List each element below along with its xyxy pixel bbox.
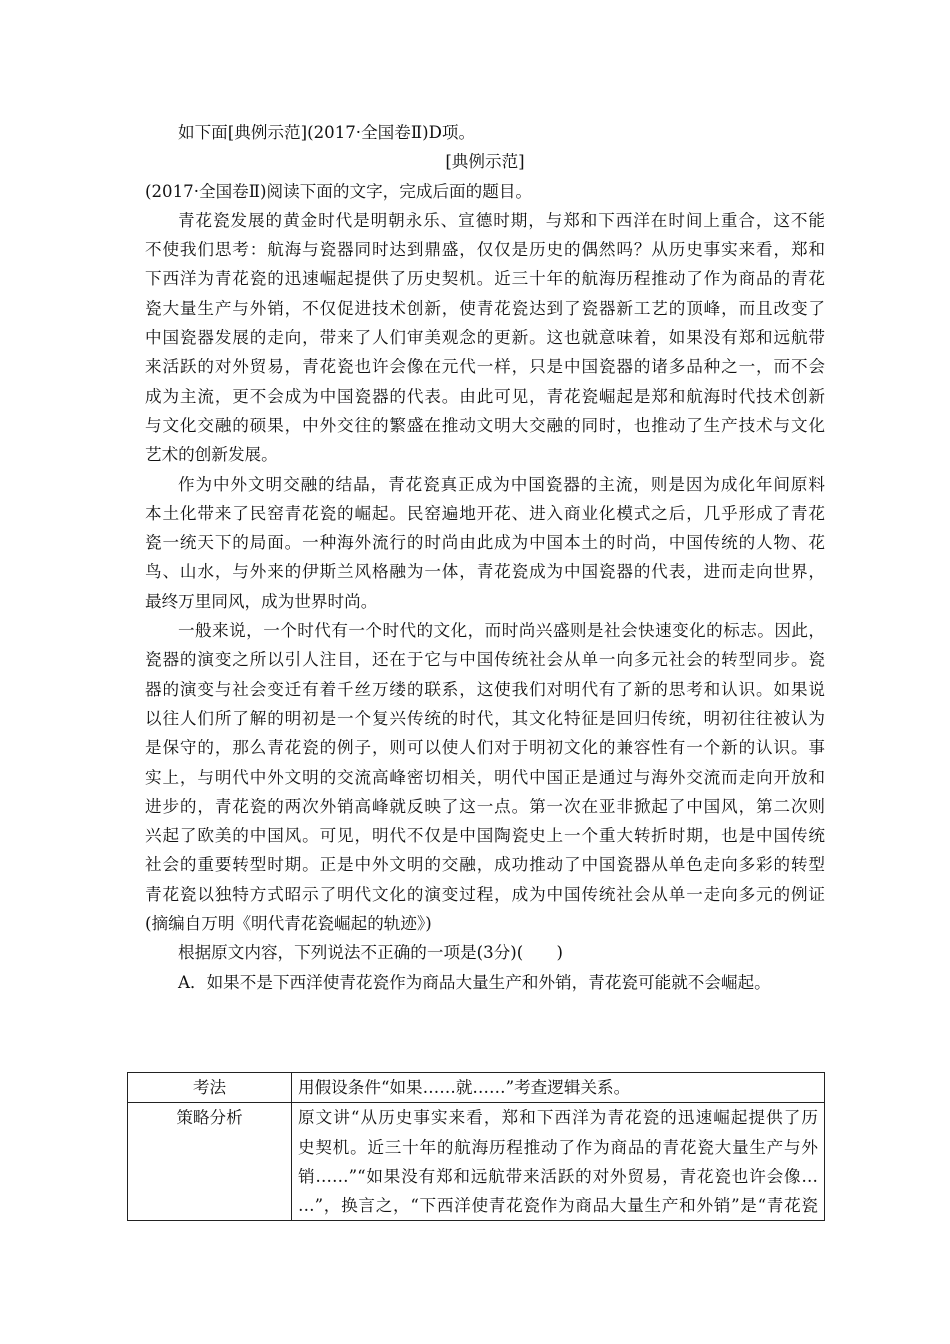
paragraph-line: 最终万里同风，成为世界时尚。: [145, 591, 378, 611]
reference-line: 如下面[典例示范](2017·全国卷Ⅱ)D项。: [178, 123, 476, 142]
question-stem: 根据原文内容，下列说法不正确的一项是(3分)( ): [178, 943, 563, 963]
paragraph-line: 是保守的，那么青花瓷的例子，则可以使人们对于明初文化的兼容性有一个新的认识。事: [145, 738, 825, 758]
paragraph-line: 器的演变与社会变迁有着千丝万缕的联系，这使我们对明代有了新的思考和认识。如果说: [145, 679, 825, 699]
table-cell-line: 原文讲“从历史事实来看，郑和下西洋为青花瓷的迅速崛起提供了历: [298, 1108, 818, 1128]
table-cell-line: 史契机。近三十年的航海历程推动了作为商品的青花瓷大量生产与外: [298, 1137, 818, 1157]
paragraph-line: 下西洋为青花瓷的迅速崛起提供了历史契机。近三十年的航海历程推动了作为商品的青花: [145, 269, 825, 289]
paragraph-line: 瓷大量生产与外销，不仅促进技术创新，使青花瓷达到了瓷器新工艺的顶峰，而且改变了: [145, 298, 825, 318]
paragraph-line: 以往人们所了解的明初是一个复兴传统的时代，其文化特征是回归传统，明初往往被认为: [145, 708, 825, 728]
paragraph-line: 瓷器的演变之所以引人注目，还在于它与中国传统社会从单一向多元社会的转型同步。瓷: [145, 650, 825, 670]
paragraph-line: 中国瓷器发展的走向，带来了人们审美观念的更新。这也就意味着，如果没有郑和远航带: [145, 328, 825, 348]
paragraph-3: [145, 616, 825, 909]
paragraph-line: 艺术的创新发展。: [145, 445, 278, 465]
paragraph-line: 本土化带来了民窑青花瓷的崛起。民窑遍地开花、进入商业化模式之后，几乎形成了青花: [145, 503, 825, 523]
paragraph-line: 瓷一统天下的局面。一种海外流行的时尚由此成为中国本土的时尚，中国传统的人物、花: [145, 533, 825, 553]
paragraph-line: 与文化交融的硕果，中外交往的繁盛在推动文明大交融的同时，也推动了生产技术与文化: [145, 415, 825, 435]
paragraph-line: 不使我们思考：航海与瓷器同时达到鼎盛，仅仅是历史的偶然吗？从历史事实来看，郑和: [145, 240, 825, 260]
paragraph-line: 来活跃的对外贸易，青花瓷也许会像在元代一样，只是中国瓷器的诸多品种之一，而不会: [145, 357, 825, 377]
table-content-cell: [292, 1073, 825, 1103]
table-row: [128, 1073, 825, 1103]
paragraph-line: 社会的重要转型时期。正是中外文明的交融，成功推动了中国瓷器从单色走向多彩的转型: [145, 855, 825, 875]
table-cell-line: 用假设条件“如果……就……”考查逻辑关系。: [298, 1078, 631, 1097]
option-a: A．如果不是下西洋使青花瓷作为商品大量生产和外销，青花瓷可能就不会崛起。: [178, 972, 771, 992]
paragraph-line: 青花瓷以独特方式昭示了明代文化的演变过程，成为中国传统社会从单一走向多元的例证: [145, 884, 825, 904]
table-label-cell: 策略分析: [128, 1103, 292, 1221]
section-title: [典例示范]: [445, 152, 525, 172]
paragraph-line: 一般来说，一个时代有一个时代的文化，而时尚兴盛则是社会快速变化的标志。因此，: [178, 621, 825, 641]
table-cell-line: …”，换言之，“下西洋使青花瓷作为商品大量生产和外销”是“青花瓷: [298, 1196, 818, 1216]
paragraph-line: 兴起了欧美的中国风。可见，明代不仅是中国陶瓷史上一个重大转折时期，也是中国传统: [145, 826, 825, 846]
paragraph-line: 成为主流，更不会成为中国瓷器的代表。由此可见，青花瓷崛起是郑和航海时代技术创新: [145, 386, 825, 406]
paragraph-2: [145, 470, 825, 616]
document-body: [145, 118, 825, 997]
analysis-table: [127, 1072, 825, 1221]
source-citation: (摘编自万明《明代青花瓷崛起的轨迹》): [145, 914, 432, 934]
table-row: [128, 1103, 825, 1221]
paragraph-line: 鸟、山水，与外来的伊斯兰风格融为一体，青花瓷成为中国瓷器的代表，进而走向世界，: [145, 562, 825, 582]
paragraph-line: 进步的，青花瓷的两次外销高峰就反映了这一点。第一次在亚非掀起了中国风，第二次则: [145, 796, 825, 816]
paragraph-line: 实上，与明代中外文明的交流高峰密切相关，明代中国正是通过与海外交流而走向开放和: [145, 767, 825, 787]
table-content-cell: [292, 1103, 825, 1221]
paragraph-line: 作为中外文明交融的结晶，青花瓷真正成为中国瓷器的主流，则是因为成化年间原料: [178, 474, 825, 494]
table-label-cell: 考法: [128, 1073, 292, 1103]
table-cell-line: 销……”“如果没有郑和远航带来活跃的对外贸易，青花瓷也许会像…: [298, 1166, 818, 1186]
paragraph-line: 青花瓷发展的黄金时代是明朝永乐、宣德时期，与郑和下西洋在时间上重合，这不能: [178, 210, 825, 230]
task-line: (2017·全国卷Ⅱ)阅读下面的文字，完成后面的题目。: [145, 181, 533, 201]
paragraph-1: [145, 206, 825, 470]
